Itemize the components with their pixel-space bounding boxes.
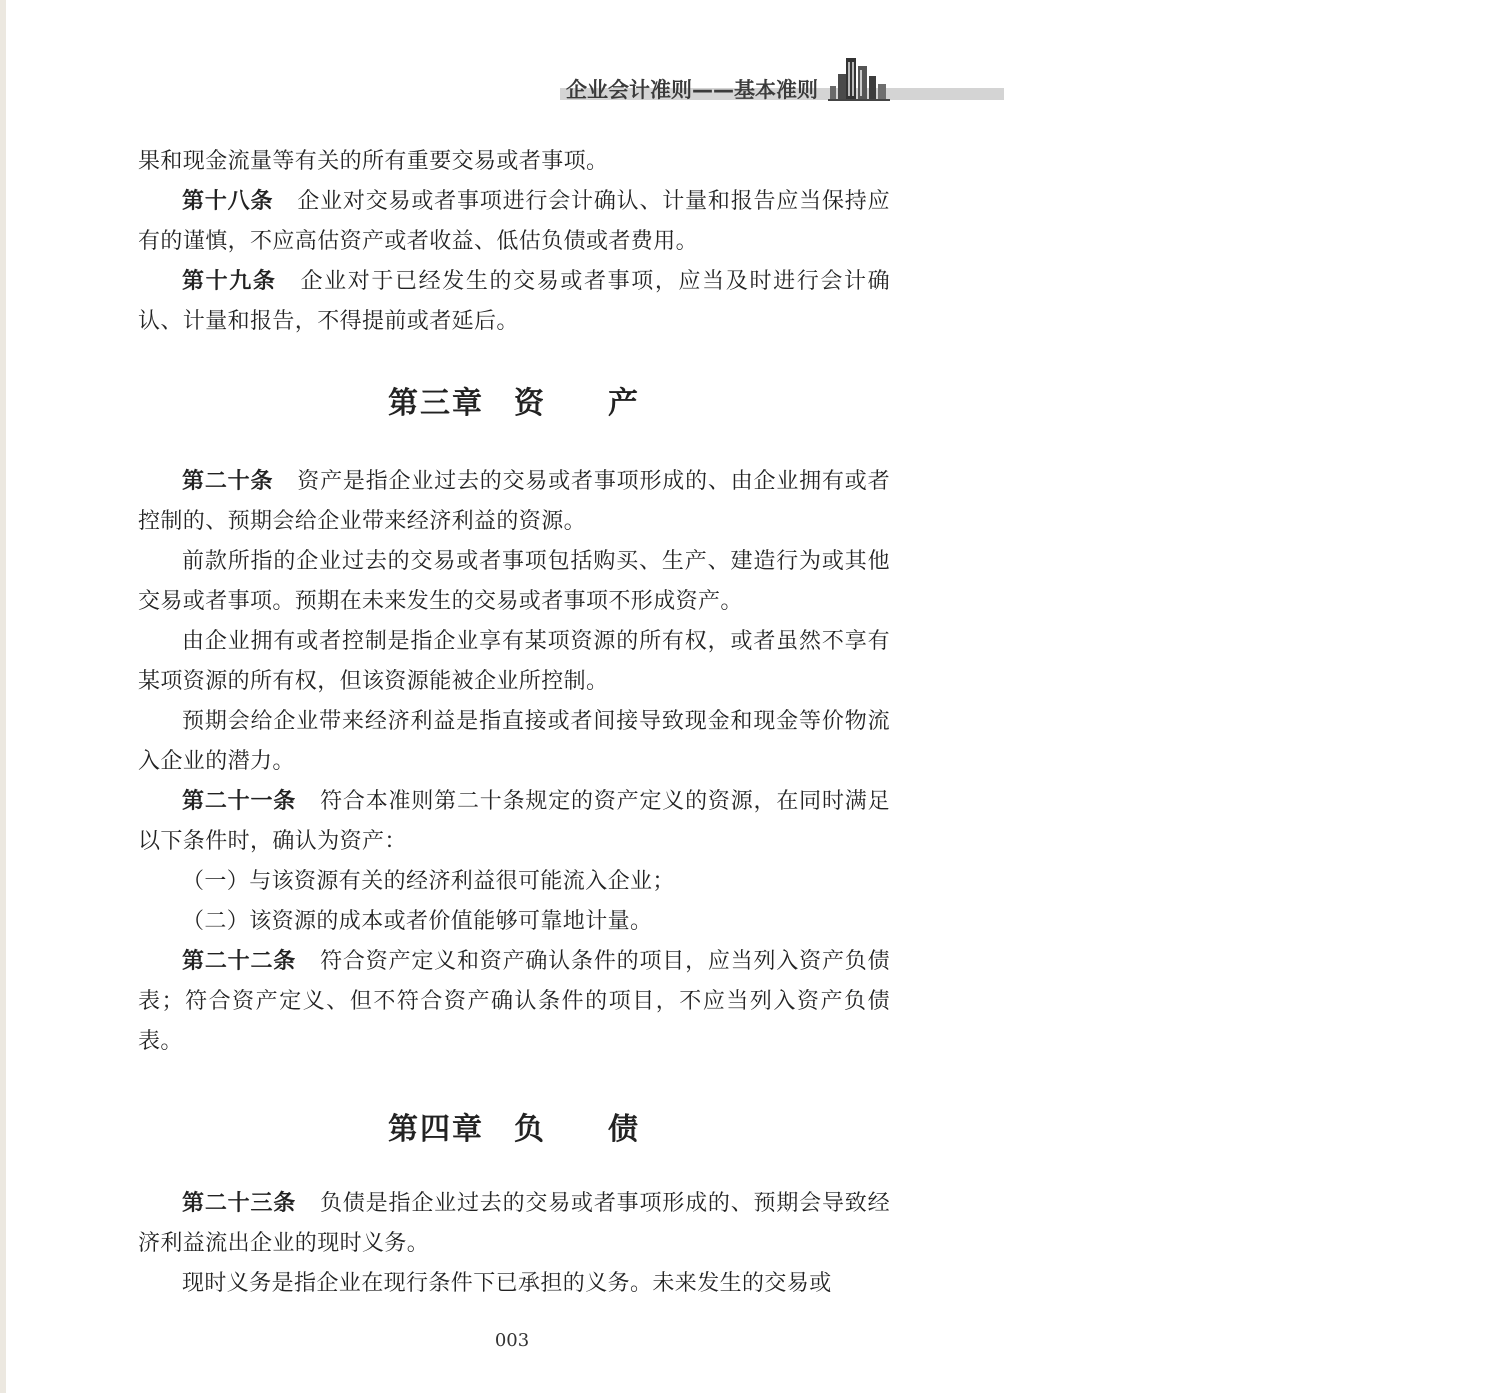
chapter-number: 第三章 (388, 386, 484, 421)
paragraph (138, 542, 890, 622)
chapter-title-char: 产 (608, 386, 640, 421)
paragraph-text: 由企业拥有或者控制是指企业享有某项资源的所有权，或者虽然不享有某项资源的所有权，但该资源能被企业所控制。 (138, 629, 890, 694)
article-number: 第二十条 (182, 469, 274, 494)
paragraph (138, 702, 890, 782)
paragraph (138, 1184, 890, 1264)
article-number: 第二十一条 (182, 789, 297, 814)
paragraph (138, 182, 890, 262)
section-chapter-4 (138, 1184, 890, 1304)
paragraph (138, 902, 890, 942)
paragraph-text: 负债是指企业过去的交易或者事项形成的、预期会导致经济利益流出企业的现时义务。 (138, 1191, 890, 1256)
city-buildings-icon (826, 56, 896, 102)
paragraph (138, 142, 890, 182)
paragraph (138, 1264, 890, 1304)
paragraph-text: 前款所指的企业过去的交易或者事项包括购买、生产、建造行为或其他交易或者事项。预期在未来发生的交易或者事项不形成资产。 (138, 549, 890, 614)
chapter-3-heading (138, 378, 890, 422)
paragraph-text: 企业对于已经发生的交易或者事项，应当及时进行会计确认、计量和报告，不得提前或者延后。 (138, 269, 890, 334)
paragraph (138, 862, 890, 902)
paragraph-text: （一）与该资源有关的经济利益很可能流入企业； (182, 869, 675, 894)
article-number: 第二十三条 (182, 1191, 297, 1216)
paragraph-text: 企业对交易或者事项进行会计确认、计量和报告应当保持应有的谨慎，不应高估资产或者收益、低估负债或者费用。 (138, 189, 890, 254)
chapter-title-char: 资 (514, 386, 546, 421)
page-number: 003 (494, 1330, 530, 1351)
article-number: 第十八条 (182, 189, 274, 214)
paragraph (138, 782, 890, 862)
page-body (138, 142, 890, 1304)
paragraph-text: 符合本准则第二十条规定的资产定义的资源，在同时满足以下条件时，确认为资产： (138, 789, 890, 854)
article-number: 第十九条 (182, 269, 277, 294)
paragraph (138, 622, 890, 702)
paragraph-text: 资产是指企业过去的交易或者事项形成的、由企业拥有或者控制的、预期会给企业带来经济利益的资源。 (138, 469, 890, 534)
chapter-4-heading (138, 1104, 890, 1148)
paragraph (138, 462, 890, 542)
paragraph-text: 符合资产定义和资产确认条件的项目，应当列入资产负债表；符合资产定义、但不符合资产确认条件的项目，不应当列入资产负债表。 (138, 949, 890, 1054)
section-before-chapter-3 (138, 142, 890, 342)
chapter-number: 第四章 (388, 1112, 484, 1147)
paragraph-text: （二）该资源的成本或者价值能够可靠地计量。 (182, 909, 653, 934)
paragraph (138, 262, 890, 342)
paragraph-text: 预期会给企业带来经济利益是指直接或者间接导致现金和现金等价物流入企业的潜力。 (138, 709, 890, 774)
page-left-edge (0, 0, 6, 1393)
chapter-title-char: 债 (608, 1112, 640, 1147)
header-title: 企业会计准则——基本准则 (566, 78, 818, 102)
paragraph-text: 现时义务是指企业在现行条件下已承担的义务。未来发生的交易或 (182, 1271, 832, 1296)
article-number: 第二十二条 (182, 949, 297, 974)
running-header (556, 56, 1004, 104)
paragraph (138, 942, 890, 1062)
chapter-title-char: 负 (514, 1112, 546, 1147)
section-chapter-3 (138, 462, 890, 1062)
paragraph-text: 果和现金流量等有关的所有重要交易或者事项。 (138, 149, 609, 174)
